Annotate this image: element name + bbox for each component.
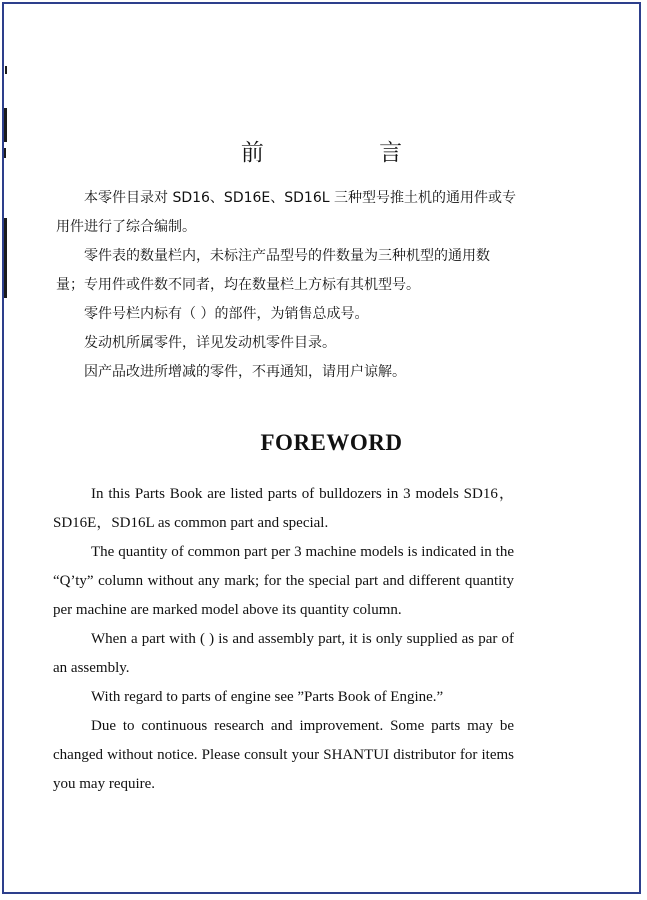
- foreword-paragraph: In this Parts Book are listed parts of bulldozers in 3 models SD16，SD16E，SD16L as common part and special.: [53, 486, 514, 531]
- preface-title: 前 言: [240, 140, 457, 166]
- preface-paragraph: 因产品改进所增减的零件，不再通知，请用户谅解。: [84, 364, 406, 380]
- foreword-title: FOREWORD: [260, 430, 403, 455]
- binding-mark: [5, 66, 7, 74]
- preface-paragraph: 本零件目录对 SD16、SD16E、SD16L 三种型号推土机的通用件或专用件进行了综合编制。: [56, 190, 516, 235]
- preface-paragraph: 零件号栏内标有（ ）的部件，为销售总成号。: [84, 306, 369, 322]
- preface-paragraph: 零件表的数量栏内，未标注产品型号的件数量为三种机型的通用数量；专用件或件数不同者，均在数量栏上方标有其机型号。: [56, 248, 490, 293]
- foreword-paragraph: The quantity of common part per 3 machine models is indicated in the “Q’ty” column without any mark; for the special part and different quantity per machine are marked model above its quantity column.: [53, 544, 514, 618]
- foreword-paragraph: With regard to parts of engine see ”Parts Book of Engine.”: [91, 689, 444, 705]
- preface-paragraph: 发动机所属零件，详见发动机零件目录。: [84, 335, 336, 351]
- foreword-paragraph: Due to continuous research and improvement. Some parts may be changed without notice. Please consult your SHANTUI distributor for items you may require.: [53, 718, 514, 792]
- foreword-body: [53, 480, 514, 799]
- binding-mark: [4, 218, 7, 298]
- preface-body: [56, 184, 516, 387]
- foreword-paragraph: When a part with ( ) is and assembly part, it is only supplied as par of an assembly.: [53, 631, 514, 676]
